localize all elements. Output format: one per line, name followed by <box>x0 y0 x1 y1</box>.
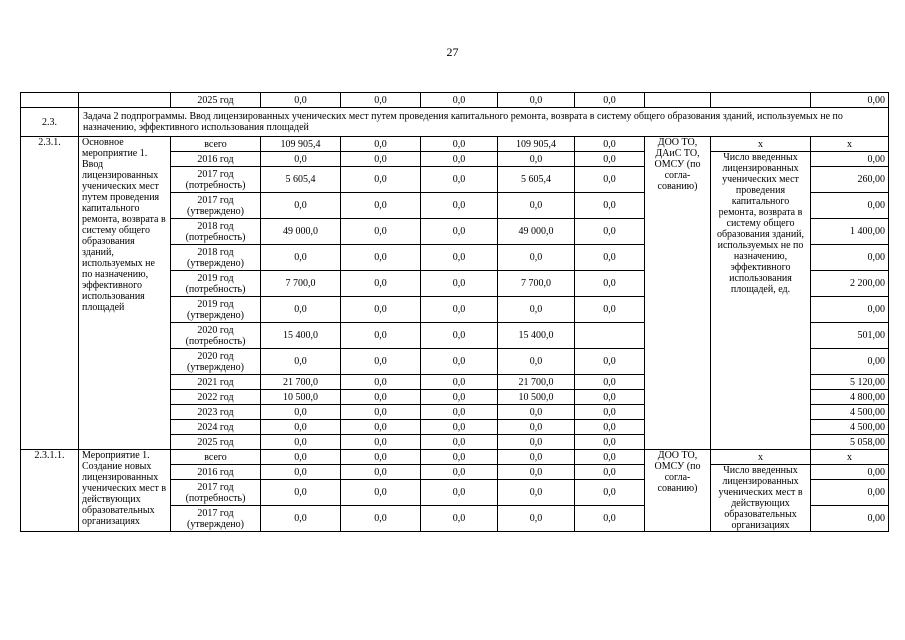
value-cell: 0,0 <box>341 349 421 375</box>
value-cell: 0,0 <box>575 465 645 480</box>
value-cell: 0,0 <box>575 271 645 297</box>
task-text: Задача 2 подпрограммы. Ввод лицензированных ученических мест путем проведения капитального ремонта, возврата в систему общего образования зданий, используемых не по назначению, эффективного использования площадей <box>79 108 889 137</box>
value-cell: 0,0 <box>498 506 575 532</box>
year-cell: 2020 год (потребность) <box>171 323 261 349</box>
value-cell: 0,0 <box>575 245 645 271</box>
value-cell: 0,0 <box>341 506 421 532</box>
value-cell: 15 400,0 <box>498 323 575 349</box>
target-cell: 0,00 <box>811 245 889 271</box>
value-cell: 0,0 <box>421 323 498 349</box>
code-cell: 2.3.1.1. <box>21 450 79 532</box>
code-cell <box>21 93 79 108</box>
value-cell: 0,0 <box>421 219 498 245</box>
value-cell: 0,0 <box>498 465 575 480</box>
page-number: 27 <box>446 45 459 59</box>
value-cell: 0,0 <box>341 93 421 108</box>
value-cell: 21 700,0 <box>498 375 575 390</box>
year-cell: всего <box>171 137 261 152</box>
target-cell: 0,00 <box>811 193 889 219</box>
value-cell: 10 500,0 <box>261 390 341 405</box>
year-cell: всего <box>171 450 261 465</box>
value-cell: 0,0 <box>421 465 498 480</box>
target-cell: 0,00 <box>811 297 889 323</box>
value-cell: 0,0 <box>575 420 645 435</box>
measure-name: Мероприятие 1. Создание новых лицензированных ученических мест в действующих образовательных организациях <box>79 450 171 532</box>
value-cell: 0,0 <box>498 405 575 420</box>
year-cell: 2017 год (потребность) <box>171 480 261 506</box>
value-cell: 0,0 <box>421 93 498 108</box>
value-cell: 0,0 <box>421 420 498 435</box>
value-cell: 0,0 <box>341 405 421 420</box>
value-cell: 0,0 <box>498 152 575 167</box>
value-cell: 0,0 <box>575 435 645 450</box>
value-cell: 0,0 <box>261 193 341 219</box>
target-cell: х <box>811 137 889 152</box>
exec-cell <box>645 93 711 108</box>
value-cell: 0,0 <box>575 219 645 245</box>
year-cell: 2021 год <box>171 375 261 390</box>
indicator-cell: Число введенных лицензированных ученических мест проведения капитального ремонта, возврата в систему общего образования зданий, используемых не по назначению, эффективного использования площадей, ед. <box>711 152 811 450</box>
year-cell: 2018 год (потребность) <box>171 219 261 245</box>
target-cell: 0,00 <box>811 152 889 167</box>
value-cell: 0,0 <box>341 193 421 219</box>
value-cell: 109 905,4 <box>261 137 341 152</box>
value-cell: 0,0 <box>341 390 421 405</box>
year-cell: 2025 год <box>171 93 261 108</box>
year-cell: 2016 год <box>171 465 261 480</box>
year-cell: 2020 год (утверждено) <box>171 349 261 375</box>
value-cell: 21 700,0 <box>261 375 341 390</box>
value-cell: 0,0 <box>341 219 421 245</box>
value-cell: 0,0 <box>498 480 575 506</box>
value-cell: 0,0 <box>498 435 575 450</box>
value-cell: 10 500,0 <box>498 390 575 405</box>
value-cell: 0,0 <box>341 420 421 435</box>
value-cell: 0,0 <box>498 93 575 108</box>
value-cell: 0,0 <box>421 480 498 506</box>
year-cell: 2017 год (утверждено) <box>171 193 261 219</box>
value-cell: 0,0 <box>261 349 341 375</box>
value-cell: 0,0 <box>575 506 645 532</box>
value-cell: 0,0 <box>498 450 575 465</box>
value-cell: 0,0 <box>421 137 498 152</box>
value-cell: 0,0 <box>261 93 341 108</box>
target-cell: 4 500,00 <box>811 405 889 420</box>
value-cell: 0,0 <box>421 245 498 271</box>
value-cell: 0,0 <box>575 405 645 420</box>
value-cell: 0,0 <box>575 349 645 375</box>
year-cell: 2025 год <box>171 435 261 450</box>
value-cell: 0,0 <box>575 167 645 193</box>
year-cell: 2017 год (потребность) <box>171 167 261 193</box>
target-cell: 4 500,00 <box>811 420 889 435</box>
value-cell: 0,0 <box>498 420 575 435</box>
value-cell: 0,0 <box>341 480 421 506</box>
value-cell: 0,0 <box>421 390 498 405</box>
value-cell: 0,0 <box>261 480 341 506</box>
name-cell <box>79 93 171 108</box>
value-cell: 0,0 <box>498 193 575 219</box>
value-cell: 0,0 <box>261 245 341 271</box>
value-cell: 0,0 <box>261 435 341 450</box>
target-cell: 5 058,00 <box>811 435 889 450</box>
code-cell: 2.3.1. <box>21 137 79 450</box>
value-cell: 0,0 <box>421 167 498 193</box>
value-cell: 0,0 <box>261 405 341 420</box>
value-cell: 0,0 <box>575 93 645 108</box>
value-cell: 0,0 <box>261 506 341 532</box>
value-cell: 0,0 <box>421 450 498 465</box>
value-cell: 0,0 <box>421 349 498 375</box>
value-cell: 0,0 <box>498 297 575 323</box>
value-cell: 15 400,0 <box>261 323 341 349</box>
value-cell: 0,0 <box>341 435 421 450</box>
value-cell: 109 905,4 <box>498 137 575 152</box>
value-cell: 5 605,4 <box>498 167 575 193</box>
value-cell: 0,0 <box>261 420 341 435</box>
value-cell: 0,0 <box>341 152 421 167</box>
value-cell: 0,0 <box>421 405 498 420</box>
value-cell: 49 000,0 <box>261 219 341 245</box>
value-cell: 0,0 <box>341 271 421 297</box>
value-cell: 0,0 <box>575 375 645 390</box>
value-cell: 0,0 <box>575 152 645 167</box>
value-cell <box>575 323 645 349</box>
target-cell: 0,00 <box>811 480 889 506</box>
value-cell: 0,0 <box>341 297 421 323</box>
value-cell: 0,0 <box>421 506 498 532</box>
table-row <box>21 93 889 108</box>
value-cell: 0,0 <box>575 137 645 152</box>
indicator-x: х <box>711 450 811 465</box>
value-cell: 0,0 <box>261 450 341 465</box>
value-cell: 0,0 <box>341 137 421 152</box>
value-cell: 0,0 <box>341 167 421 193</box>
target-cell: 2 200,00 <box>811 271 889 297</box>
year-cell: 2019 год (потребность) <box>171 271 261 297</box>
target-cell: 0,00 <box>811 93 889 108</box>
indicator-cell <box>711 93 811 108</box>
year-cell: 2016 год <box>171 152 261 167</box>
value-cell: 0,0 <box>421 193 498 219</box>
target-cell: 501,00 <box>811 323 889 349</box>
value-cell: 0,0 <box>421 375 498 390</box>
value-cell: 5 605,4 <box>261 167 341 193</box>
task-row <box>21 108 889 137</box>
value-cell: 0,0 <box>421 297 498 323</box>
value-cell: 0,0 <box>341 245 421 271</box>
year-cell: 2019 год (утверждено) <box>171 297 261 323</box>
year-cell: 2024 год <box>171 420 261 435</box>
value-cell: 0,0 <box>261 297 341 323</box>
value-cell: 0,0 <box>575 480 645 506</box>
year-cell: 2018 год (утверждено) <box>171 245 261 271</box>
value-cell: 0,0 <box>261 152 341 167</box>
value-cell: 49 000,0 <box>498 219 575 245</box>
value-cell: 7 700,0 <box>261 271 341 297</box>
value-cell: 0,0 <box>341 465 421 480</box>
table-row <box>21 137 889 152</box>
target-cell: 260,00 <box>811 167 889 193</box>
value-cell: 0,0 <box>575 450 645 465</box>
year-cell: 2023 год <box>171 405 261 420</box>
target-cell: 0,00 <box>811 465 889 480</box>
target-cell: 0,00 <box>811 349 889 375</box>
year-cell: 2022 год <box>171 390 261 405</box>
value-cell: 0,0 <box>261 465 341 480</box>
value-cell: 0,0 <box>498 245 575 271</box>
measure-name: Основное мероприятие 1. Ввод лицензированных ученических мест путем проведения капитального ремонта, возврата в систему общего образования зданий, используемых не по назначению, эффективного использования площадей <box>79 137 171 450</box>
value-cell: 0,0 <box>498 349 575 375</box>
task-code: 2.3. <box>21 108 79 137</box>
table-row <box>21 450 889 465</box>
executor-cell: ДОО ТО, ОМСУ (по согла-сованию) <box>645 450 711 532</box>
value-cell: 0,0 <box>341 323 421 349</box>
year-cell: 2017 год (утверждено) <box>171 506 261 532</box>
target-cell: 4 800,00 <box>811 390 889 405</box>
target-cell: 1 400,00 <box>811 219 889 245</box>
value-cell: 0,0 <box>341 375 421 390</box>
value-cell: 7 700,0 <box>498 271 575 297</box>
executor-cell: ДОО ТО, ДАиС ТО, ОМСУ (по согла-сованию) <box>645 137 711 450</box>
target-cell: х <box>811 450 889 465</box>
value-cell: 0,0 <box>575 390 645 405</box>
target-cell: 0,00 <box>811 506 889 532</box>
indicator-x: х <box>711 137 811 152</box>
value-cell: 0,0 <box>575 297 645 323</box>
value-cell: 0,0 <box>421 435 498 450</box>
target-cell: 5 120,00 <box>811 375 889 390</box>
value-cell: 0,0 <box>421 271 498 297</box>
value-cell: 0,0 <box>421 152 498 167</box>
value-cell: 0,0 <box>575 193 645 219</box>
indicator-cell: Число введенных лицензированных ученических мест в действующих образовательных организациях <box>711 465 811 532</box>
program-table <box>20 92 889 532</box>
value-cell: 0,0 <box>341 450 421 465</box>
